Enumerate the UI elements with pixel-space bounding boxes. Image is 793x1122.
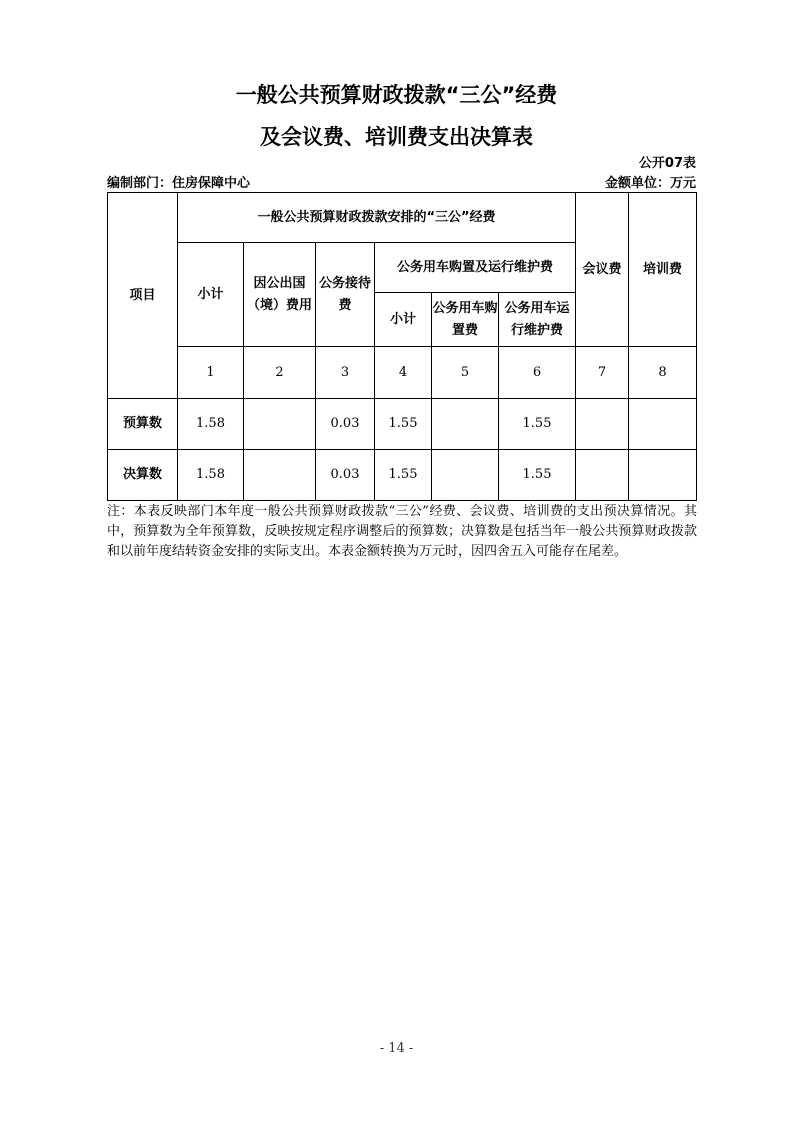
final-abroad (244, 450, 316, 501)
index-cell: 2 (244, 347, 316, 399)
budget-training (629, 399, 697, 450)
header-meeting-fee: 会议费 (576, 193, 629, 347)
index-cell: 6 (499, 347, 576, 399)
expenditure-table (107, 192, 697, 501)
final-vehicle-subtotal: 1.55 (375, 450, 432, 501)
header-reception-fee: 公务接待费 (316, 243, 375, 347)
header-abroad-fee: 因公出国（境）费用 (244, 243, 316, 347)
budget-subtotal: 1.58 (178, 399, 244, 450)
index-cell: 1 (178, 347, 244, 399)
table-title-line2: 及会议费、培训费支出决算表 (260, 125, 533, 149)
table-row (108, 399, 697, 450)
header-vehicle-group: 公务用车购置及运行维护费 (375, 243, 576, 293)
final-vehicle-maintenance: 1.55 (499, 450, 576, 501)
index-cell: 4 (375, 347, 432, 399)
table-note: 注：本表反映部门本年度一般公共预算财政拨款“三公”经费、会议费、培训费的支出预决算情况。其中，预算数为全年预算数，反映按规定程序调整后的预算数；决算数是包括当年一般公共预算财政拨款和以前年度结转资金安排的实际支出。本表金额转换为万元时，因四舍五入可能存在尾差。 (107, 504, 697, 559)
page-number: - 14 - (379, 1041, 414, 1056)
table-title-line1: 一般公共预算财政拨款“三公”经费 (235, 83, 558, 107)
header-three-public-group: 一般公共预算财政拨款安排的“三公”经费 (178, 193, 576, 243)
table-row (108, 450, 697, 501)
department-label: 编制部门：住房保障中心 (107, 176, 251, 191)
budget-vehicle-maintenance: 1.55 (499, 399, 576, 450)
row-label-budget: 预算数 (108, 399, 178, 450)
final-subtotal: 1.58 (178, 450, 244, 501)
index-cell: 7 (576, 347, 629, 399)
index-cell: 8 (629, 347, 697, 399)
budget-vehicle-subtotal: 1.55 (375, 399, 432, 450)
budget-vehicle-purchase (432, 399, 499, 450)
budget-meeting (576, 399, 629, 450)
index-cell: 5 (432, 347, 499, 399)
header-subtotal: 小计 (178, 243, 244, 347)
final-reception: 0.03 (316, 450, 375, 501)
final-vehicle-purchase (432, 450, 499, 501)
row-label-final: 决算数 (108, 450, 178, 501)
budget-abroad (244, 399, 316, 450)
index-cell: 3 (316, 347, 375, 399)
header-vehicle-maintenance: 公务用车运行维护费 (499, 293, 576, 347)
final-training (629, 450, 697, 501)
final-meeting (576, 450, 629, 501)
header-vehicle-purchase: 公务用车购置费 (432, 293, 499, 347)
header-training-fee: 培训费 (629, 193, 697, 347)
form-code: 公开07表 (638, 156, 696, 171)
header-vehicle-subtotal: 小计 (375, 293, 432, 347)
unit-label: 金额单位：万元 (604, 176, 696, 191)
budget-reception: 0.03 (316, 399, 375, 450)
header-item: 项目 (108, 193, 178, 399)
